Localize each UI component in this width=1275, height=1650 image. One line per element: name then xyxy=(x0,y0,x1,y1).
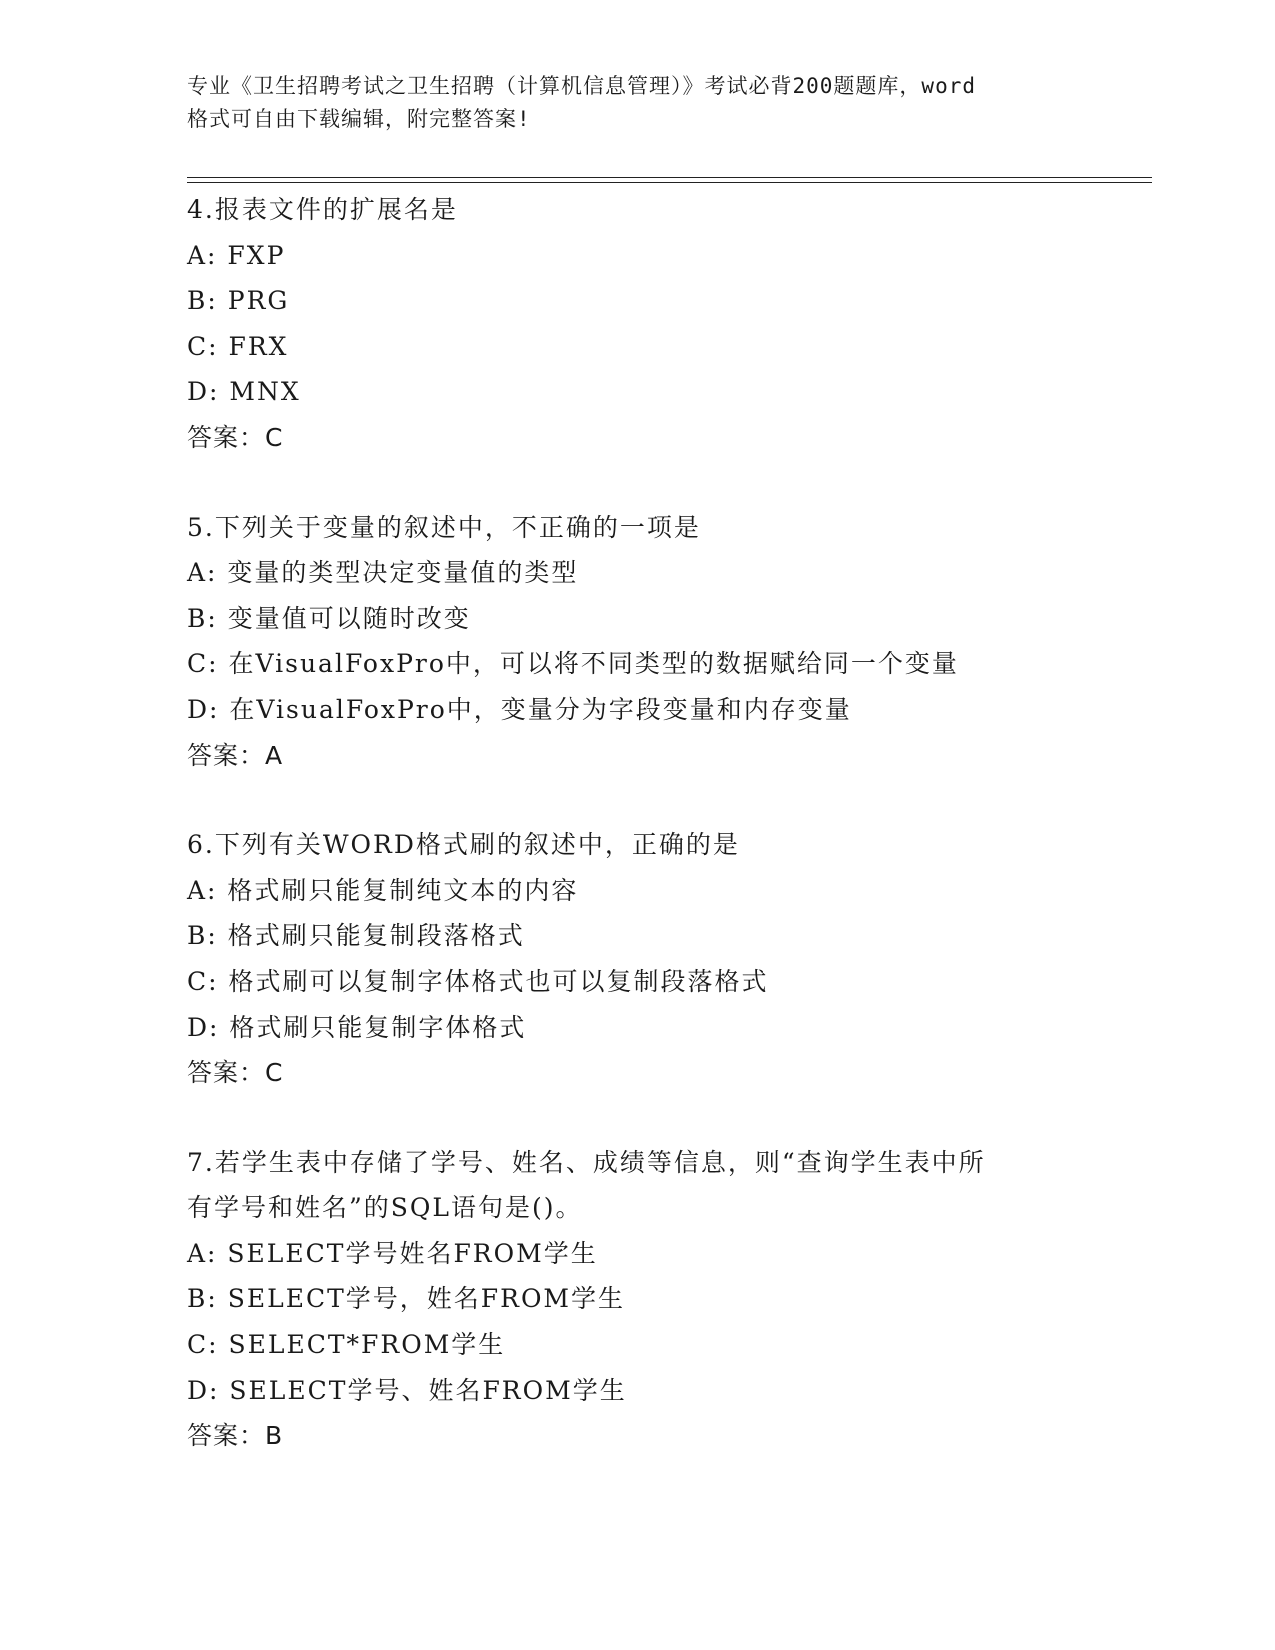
header-divider-bottom xyxy=(187,182,1152,183)
option-a: A: 变量的类型决定变量值的类型 xyxy=(187,558,579,588)
question-title-line-2: 有学号和姓名”的SQL语句是()。 xyxy=(187,1193,583,1223)
option-c: C: FRX xyxy=(187,331,289,361)
question-spacer xyxy=(187,461,1147,505)
question-spacer xyxy=(187,1096,1147,1140)
question-7 xyxy=(187,1140,1147,1459)
option-a: A: 格式刷只能复制纯文本的内容 xyxy=(187,875,579,905)
answer-label: 答案：C xyxy=(187,1058,284,1088)
question-title: 5.下列关于变量的叙述中，不正确的一项是 xyxy=(187,512,701,542)
header-divider-top xyxy=(187,177,1152,178)
header-line-1: 专业《卫生招聘考试之卫生招聘（计算机信息管理）》考试必背200题题库，word xyxy=(187,74,976,98)
question-list xyxy=(187,187,1147,1459)
header-line-2: 格式可自由下载编辑，附完整答案! xyxy=(187,107,531,131)
answer-label: 答案：A xyxy=(187,740,284,770)
option-b: B: 格式刷只能复制段落格式 xyxy=(187,921,525,951)
question-title-line-1: 7.若学生表中存储了学号、姓名、成绩等信息，则“查询学生表中所 xyxy=(187,1147,986,1177)
option-c: C: 格式刷可以复制字体格式也可以复制段落格式 xyxy=(187,966,769,996)
option-a: A: FXP xyxy=(187,240,286,270)
option-d: D: 格式刷只能复制字体格式 xyxy=(187,1012,527,1042)
question-6 xyxy=(187,822,1147,1096)
question-spacer xyxy=(187,778,1147,822)
question-title: 6.下列有关WORD格式刷的叙述中，正确的是 xyxy=(187,830,740,860)
option-d: D: SELECT学号、姓名FROM学生 xyxy=(187,1375,627,1405)
question-4 xyxy=(187,187,1147,461)
option-b: B: PRG xyxy=(187,286,290,316)
option-d: D: MNX xyxy=(187,377,301,407)
option-c: C: 在VisualFoxPro中，可以将不同类型的数据赋给同一个变量 xyxy=(187,649,959,679)
question-title: 4.报表文件的扩展名是 xyxy=(187,195,458,224)
answer-label: 答案：C xyxy=(187,422,284,452)
question-5 xyxy=(187,505,1147,779)
option-d: D: 在VisualFoxPro中，变量分为字段变量和内存变量 xyxy=(187,694,852,724)
option-b: B: SELECT学号，姓名FROM学生 xyxy=(187,1284,626,1314)
document-header xyxy=(187,70,1107,136)
option-c: C: SELECT*FROM学生 xyxy=(187,1330,506,1360)
option-a: A: SELECT学号姓名FROM学生 xyxy=(187,1238,598,1268)
answer-label: 答案：B xyxy=(187,1421,284,1451)
option-b: B: 变量值可以随时改变 xyxy=(187,603,471,633)
